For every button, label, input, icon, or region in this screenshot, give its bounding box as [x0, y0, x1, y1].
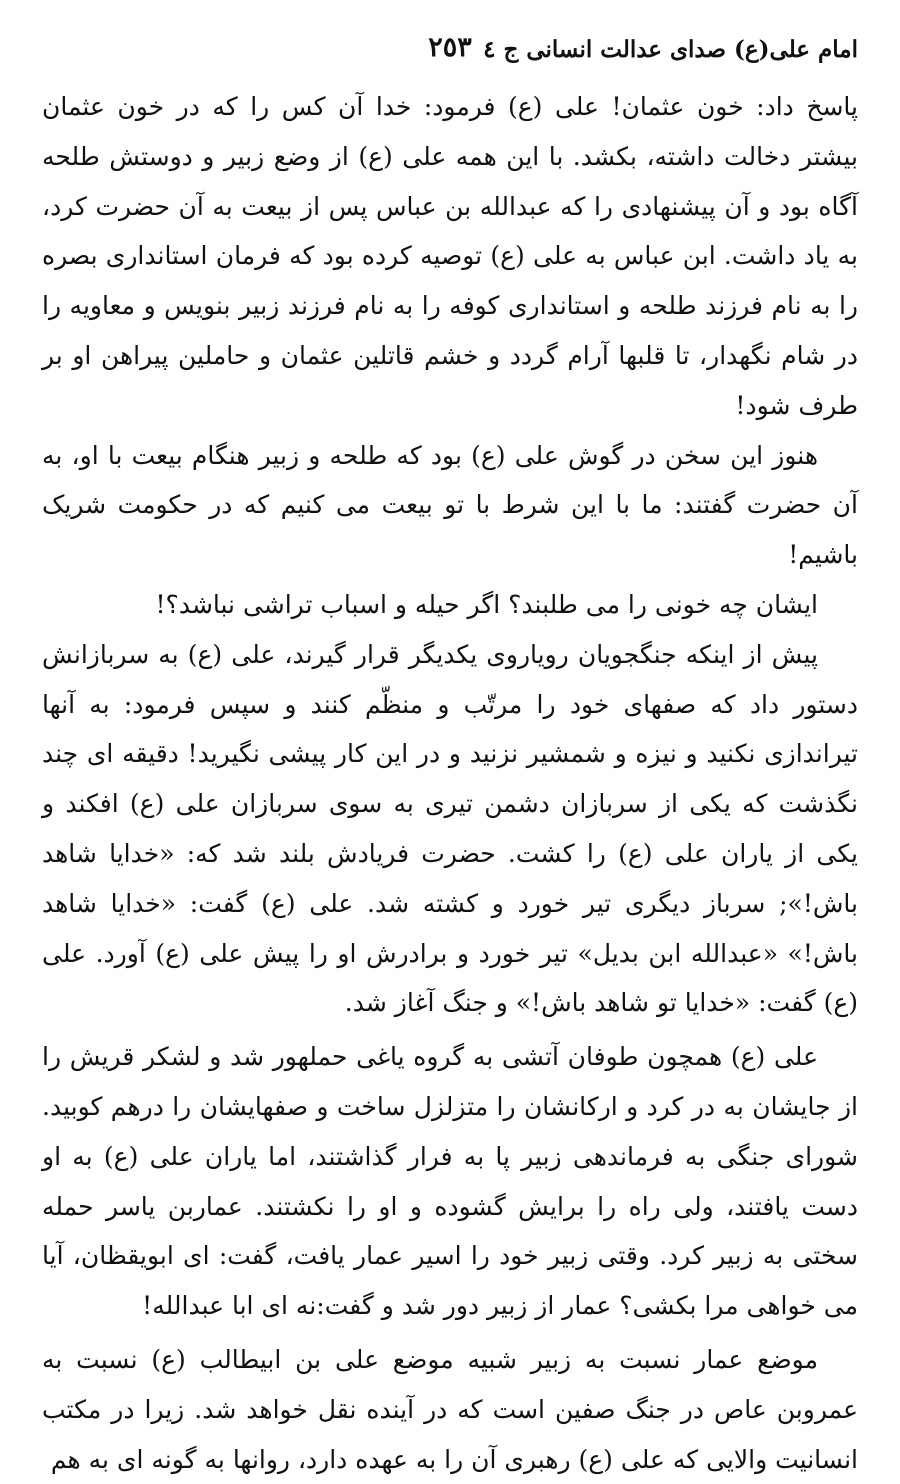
- paragraph: علی (ع) همچون طوفان آتشی به گروه یاغی حملهور شد و لشکر قریش را از جایشان به در کرد و ارکانشان را متزلزل ساخت و صفهایشان را درهم کوبید. شورای جنگی به فرماندهی زبیر پا به فرار گذاشتند، اما یاران علی (ع) به او دست یافتند، ولی راه را برایش گشوده و او را نکشتند. عماربن یاسر حمله سختی به زبیر کرد. وقتی زبیر خود را اسیر عمار یافت، گفت: ای ابویقظان، آیا می خواهی مرا بکشی؟ عمار از زبیر دور شد و گفت:نه ای ابا عبدالله!: [42, 1042, 858, 1321]
- paragraph: موضع عمار نسبت به زبیر شبیه موضع علی بن ابیطالب (ع) نسبت به عمروبن عاص در جنگ صفین است که در آینده نقل خواهد شد. زیرا در مکتب انسانیت والایی که علی (ع) رهبری آن را به عهده دارد، روانها به گونه ای به هم: [42, 1344, 858, 1474]
- running-title: امام علی(ع) صدای عدالت انسانی ج ٤: [483, 36, 858, 63]
- paragraph: پیش از اینکه جنگجویان رویاروی یکدیگر قرار گیرند، علی (ع) به سربازانش دستور داد که صفهای خود را مرتّب و منظّم کنند و سپس فرمود: به آنها تیراندازی نکنید و نیزه و شمشیر نزنید و در این کار پیشی نگیرید! دقیقه ای چند نگذشت که یکی از سربازان دشمن تیری به سوی سربازان علی (ع) افکند و یکی از یاران علی (ع) را کشت. حضرت فریادش بلند شد که: «خدایا شاهد باش!»; سرباز دیگری تیر خورد و کشته شد. علی (ع) گفت: «خدایا شاهد باش!» «عبدالله ابن بدیل» تیر خورد و برادرش او را پیش علی (ع) آورد. علی (ع) گفت: «خدایا تو شاهد باش!» و جنگ آغاز شد.: [42, 639, 858, 1018]
- paragraph: هنوز این سخن در گوش علی (ع) بود که طلحه و زبیر هنگام بیعت با او، به آن حضرت گفتند: ما با این شرط با تو بیعت می کنیم که در حکومت شریک باشیم!: [42, 440, 858, 570]
- page-header: [42, 30, 858, 74]
- page-number: ٢٥٣: [428, 32, 472, 63]
- paragraph: ایشان چه خونی را می طلبند؟ اگر حیله و اسباب تراشی نباشد؟!: [155, 589, 818, 619]
- body-text: [42, 82, 858, 1484]
- paragraph: پاسخ داد: خون عثمان! علی (ع) فرمود: خدا آن کس را که در خون عثمان بیشتر دخالت داشته، بکشد. با این همه علی (ع) از وضع زبیر و دوستش طلحه آگاه بود و آن پیشنهادی را که عبدالله بن عباس پس از بیعت به آن حضرت کرد، به یاد داشت. ابن عباس به علی (ع) توصیه کرده بود که فرمان استانداری بصره را به نام فرزند طلحه و استانداری کوفه را به نام فرزند زبیر بنویس و معاویه را در شام نگهدار، تا قلبها آرام گردد و خشم قاتلین عثمان و حاملین پیراهن او بر طرف شود!: [42, 92, 858, 420]
